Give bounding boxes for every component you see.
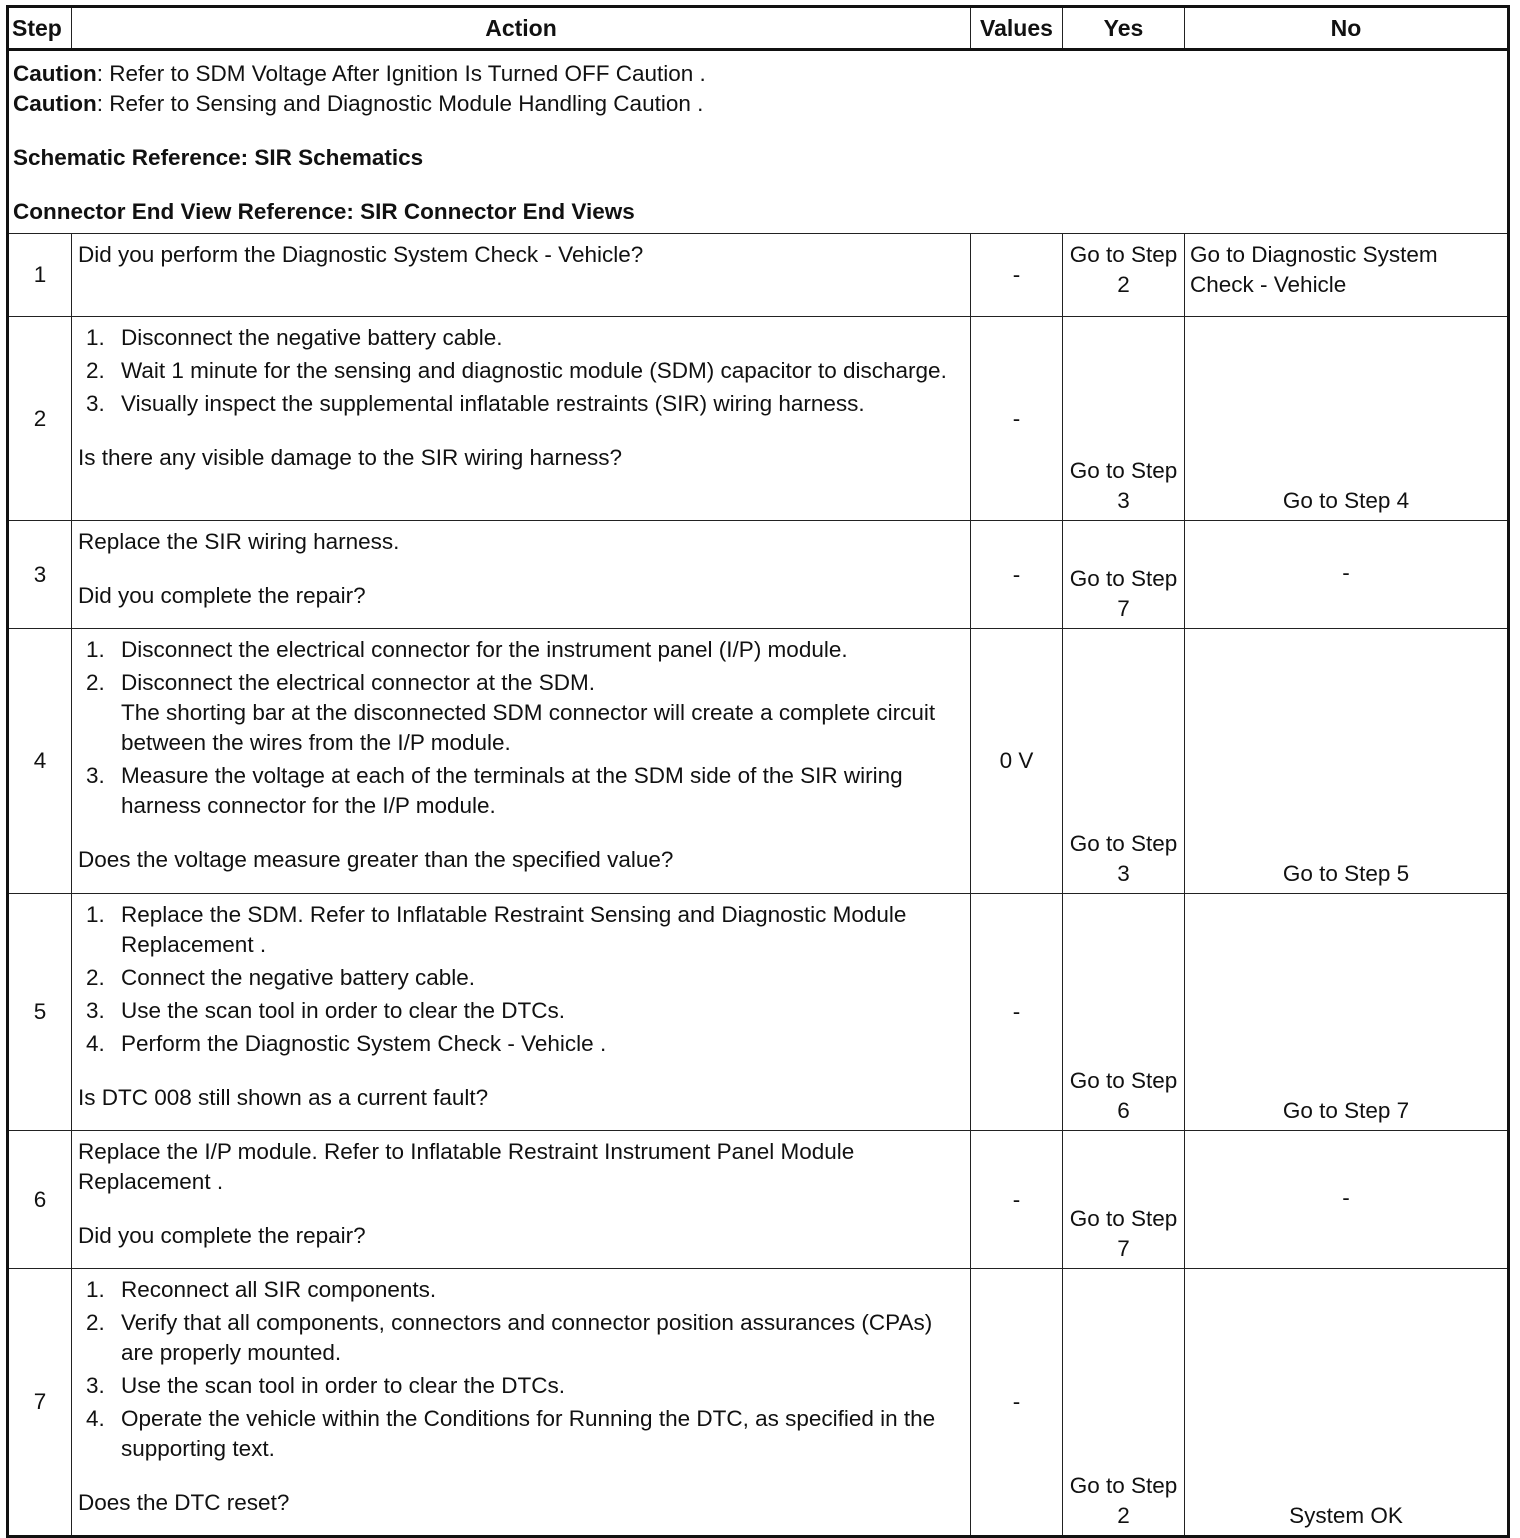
values-cell: - — [971, 521, 1063, 629]
step-number: 5 — [8, 894, 72, 1131]
values-cell: - — [971, 1269, 1063, 1537]
header-action: Action — [72, 7, 971, 50]
action-list — [78, 1275, 966, 1464]
values-cell: - — [971, 1131, 1063, 1269]
header-no: No — [1185, 7, 1509, 50]
caution-text: : Refer to Sensing and Diagnostic Module Handling Caution . — [96, 91, 704, 116]
list-item: 4. Perform the Diagnostic System Check - Vehicle . — [86, 1031, 607, 1056]
list-item-note: The shorting bar at the disconnected SDM connector will create a complete circuit between the wires from the I/P module. — [121, 700, 936, 755]
action-list — [78, 323, 966, 419]
no-cell: System OK — [1185, 1269, 1509, 1537]
no-cell: - — [1185, 521, 1509, 629]
yes-cell: Go to Step 2 — [1063, 234, 1185, 317]
values-cell: 0 V — [971, 629, 1063, 894]
table-row — [8, 894, 1509, 1131]
table-row — [8, 1131, 1509, 1269]
yes-cell: Go to Step 7 — [1063, 1131, 1185, 1269]
yes-cell: Go to Step 6 — [1063, 894, 1185, 1131]
action-text: Replace the SIR wiring harness. — [78, 529, 400, 554]
action-cell — [72, 1269, 971, 1537]
step-number: 1 — [8, 234, 72, 317]
step-number: 4 — [8, 629, 72, 894]
list-item: 2. Disconnect the electrical connector at the SDM. The shorting bar at the disconnected SDM connector will create a complete circuit between the wires from the I/P module. — [86, 670, 936, 755]
table-row — [8, 234, 1509, 317]
action-text: Did you perform the Diagnostic System Check - Vehicle? — [78, 242, 644, 267]
values-cell: - — [971, 894, 1063, 1131]
no-cell: Go to Step 5 — [1185, 629, 1509, 894]
action-cell — [72, 521, 971, 629]
list-item: 2. Connect the negative battery cable. — [86, 965, 475, 990]
values-cell: - — [971, 317, 1063, 521]
yes-cell: Go to Step 7 — [1063, 521, 1185, 629]
step-number: 7 — [8, 1269, 72, 1537]
action-list — [78, 900, 966, 1059]
list-item: 3. Visually inspect the supplemental inflatable restraints (SIR) wiring harness. — [86, 391, 865, 416]
step-number: 2 — [8, 317, 72, 521]
yes-cell: Go to Step 3 — [1063, 629, 1185, 894]
action-cell — [72, 1131, 971, 1269]
table-row — [8, 629, 1509, 894]
question-text: Is DTC 008 still shown as a current fault? — [78, 1085, 489, 1110]
header-values: Values — [971, 7, 1063, 50]
caution-label: Caution — [13, 91, 97, 116]
step-number: 3 — [8, 521, 72, 629]
list-item: 4. Operate the vehicle within the Conditions for Running the DTC, as specified in the supporting text. — [86, 1406, 936, 1461]
list-item: 3. Use the scan tool in order to clear the DTCs. — [86, 1373, 565, 1398]
question-text: Does the voltage measure greater than the specified value? — [78, 847, 674, 872]
header-row — [8, 7, 1509, 50]
table-row — [8, 317, 1509, 521]
no-cell: Go to Diagnostic System Check - Vehicle — [1185, 234, 1509, 317]
intro-cell — [8, 50, 1509, 234]
question-text: Does the DTC reset? — [78, 1490, 290, 1515]
list-item: 1. Reconnect all SIR components. — [86, 1277, 437, 1302]
action-cell — [72, 894, 971, 1131]
table-row — [8, 521, 1509, 629]
diagnostic-table — [6, 5, 1510, 1538]
yes-cell: Go to Step 3 — [1063, 317, 1185, 521]
list-item: 1. Replace the SDM. Refer to Inflatable Restraint Sensing and Diagnostic Module Replacement . — [86, 902, 907, 957]
action-text: Replace the I/P module. Refer to Inflatable Restraint Instrument Panel Module Replacement . — [78, 1139, 855, 1194]
header-yes: Yes — [1063, 7, 1185, 50]
no-cell: - — [1185, 1131, 1509, 1269]
intro-row — [8, 50, 1509, 234]
action-cell — [72, 234, 971, 317]
caution-text: : Refer to SDM Voltage After Ignition Is Turned OFF Caution . — [96, 61, 706, 86]
question-text: Did you complete the repair? — [78, 583, 366, 608]
question-text: Did you complete the repair? — [78, 1223, 366, 1248]
step-number: 6 — [8, 1131, 72, 1269]
yes-cell: Go to Step 2 — [1063, 1269, 1185, 1537]
list-item: 2. Wait 1 minute for the sensing and diagnostic module (SDM) capacitor to discharge. — [86, 358, 947, 383]
question-text: Is there any visible damage to the SIR wiring harness? — [78, 445, 623, 470]
action-list — [78, 635, 966, 821]
header-step: Step — [8, 7, 72, 50]
list-item: 3. Use the scan tool in order to clear the DTCs. — [86, 998, 565, 1023]
connector-reference: Connector End View Reference: SIR Connector End Views — [13, 199, 635, 224]
list-item: 1. Disconnect the negative battery cable. — [86, 325, 503, 350]
no-cell: Go to Step 4 — [1185, 317, 1509, 521]
caution-label: Caution — [13, 61, 97, 86]
no-cell: Go to Step 7 — [1185, 894, 1509, 1131]
schematic-reference: Schematic Reference: SIR Schematics — [13, 145, 424, 170]
list-item: 1. Disconnect the electrical connector for the instrument panel (I/P) module. — [86, 637, 848, 662]
list-item: 3. Measure the voltage at each of the terminals at the SDM side of the SIR wiring harness connector for the I/P module. — [86, 763, 903, 818]
caution-line-2 — [13, 89, 1503, 119]
table-row — [8, 1269, 1509, 1537]
values-cell: - — [971, 234, 1063, 317]
caution-line-1 — [13, 59, 1503, 89]
action-cell — [72, 317, 971, 521]
action-cell — [72, 629, 971, 894]
list-item: 2. Verify that all components, connectors and connector position assurances (CPAs) are properly mounted. — [86, 1310, 933, 1365]
